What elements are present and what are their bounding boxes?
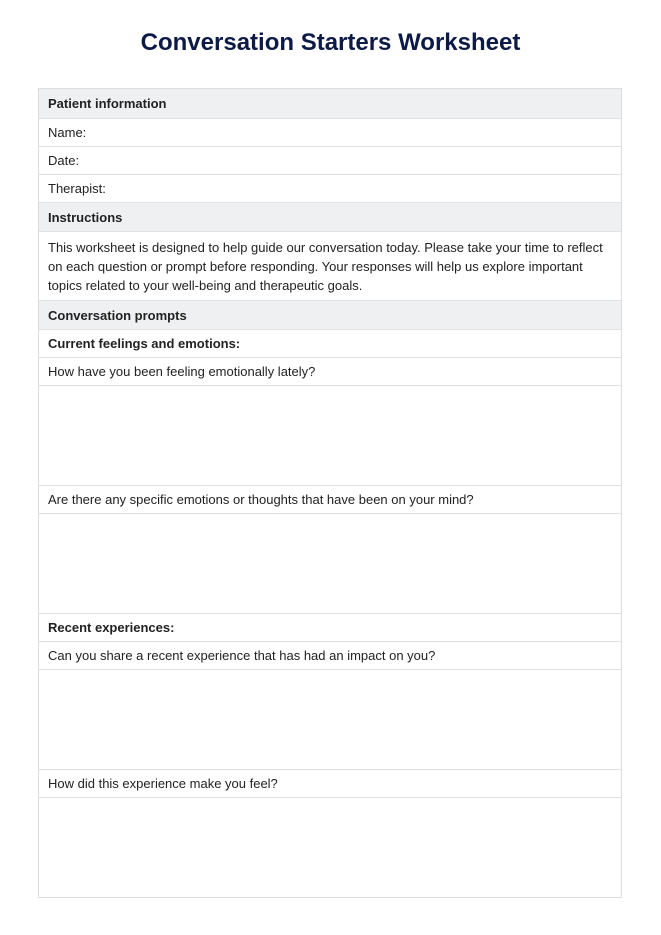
therapist-field[interactable]: Therapist: — [39, 174, 621, 202]
section-title: Recent experiences: — [39, 613, 621, 641]
date-field[interactable]: Date: — [39, 146, 621, 174]
page-title: Conversation Starters Worksheet — [140, 29, 521, 56]
question: Can you share a recent experience that has had an impact on you? — [39, 641, 621, 669]
instructions-heading: Instructions — [39, 202, 621, 231]
question: How did this experience make you feel? — [39, 769, 621, 797]
question: How have you been feeling emotionally lately? — [39, 357, 621, 385]
answer-area[interactable] — [39, 797, 621, 897]
answer-area[interactable] — [39, 669, 621, 769]
patient-info-heading: Patient information — [39, 89, 621, 118]
prompts-heading: Conversation prompts — [39, 300, 621, 329]
section-title: Current feelings and emotions: — [39, 329, 621, 357]
question: Are there any specific emotions or thoughts that have been on your mind? — [39, 485, 621, 513]
name-field[interactable]: Name: — [39, 118, 621, 146]
instructions-text: This worksheet is designed to help guide our conversation today. Please take your time to reflect on each question or prompt before responding. Your responses will help us explore important topics related to your well-being and therapeutic goals. — [39, 231, 621, 300]
answer-area[interactable] — [39, 513, 621, 613]
worksheet-table — [38, 88, 622, 898]
answer-area[interactable] — [39, 385, 621, 485]
